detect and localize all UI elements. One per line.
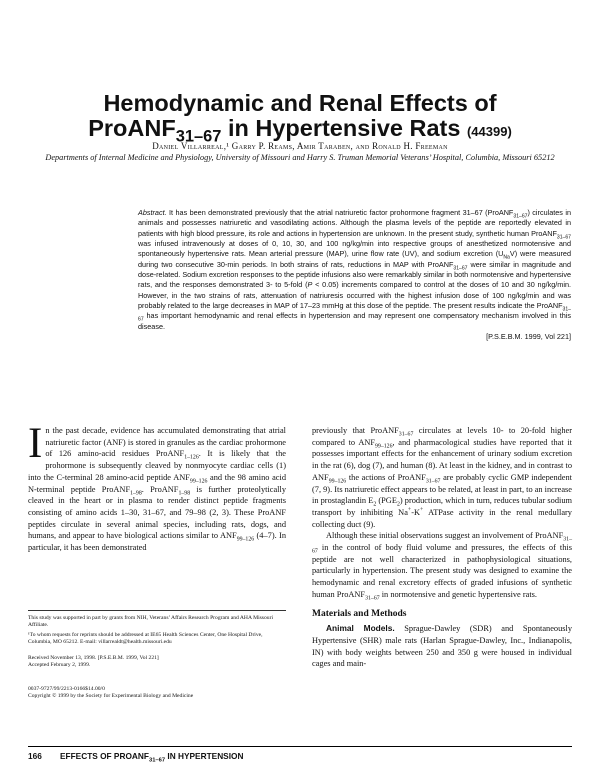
body-column-left xyxy=(28,420,287,554)
body-paragraph-3: Animal Models. Sprague-Dawley (SDR) and Spontaneously Hypertensive (SHR) male rats (Harlan Sprague-Dawley, Inc., Indianapolis, IN) with body weights between 250 and 350 g were housed in individual cages and main- xyxy=(312,623,572,669)
copyright: 0037-9727/99/2213-0166$14.00/0 Copyright © 1999 by the Society for Experimental Biology and Medicine xyxy=(28,686,194,700)
footnotes xyxy=(28,610,286,648)
running-title: EFFECTS OF $PROANF_{31-67}$ IN HYPERTENSION xyxy=(60,751,244,764)
received-dates: Received November 13, 1998. [P.S.E.B.M. 1999, Vol 221] Accepted February 2, 1999. xyxy=(28,655,159,669)
authors: Daniel Villarreal,¹ Garry P. Reams, Amir Taraben, and Ronald H. Freeman xyxy=(152,141,448,151)
abstract: Abstract. It has been demonstrated previously that the atrial natriuretic factor prohormone fragment 31–67 (ProANF$_{31-67}$) circulates in animals and possesses natriuretic and vasodilating actions. Although the plasma levels of the peptide are reportedly elevated in patients with high blood pressure, its role and actions in hypertension are unknown. In the present study, synthetic human ProANF$_{31-67}$ was infused intravenously at doses of 0, 10, 30, and 100 ng/kg/min into respective groups of anesthetized normotensive and spontaneously hypertensive rats. Mean arterial pressure (MAP), urine flow rate (UV), and sodium excretion $(U_{Na}V)$ were measured during two consecutive 30-min periods. In both strains of rats, reductions in MAP with ProANF$_{31-67}$ were similar in magnitude and dose-related. Sodium excretion responses to the peptide infusions also were remarkably similar in both normotensive and hypertensive rats, and the responses demonstrated 3- to 5-fold (P < 0.05) increments compared to control at the doses of 10 and 30 ng/kg/min. However, in the two strains of rats, attenuation of natriuresis occurred with the highest infusion dose of 100 ng/kg/min and was probably related to the large decreases in MAP of 17–23 mmHg at this dose of the peptide. The present results indicate the ProANF$_{31-67}$ has important hemodynamic and renal effects in hypertension and may represent one compensatory mechanism involved in this disease. [P.S.E.B.M. 1999, Vol 221] xyxy=(138,208,571,342)
body-paragraph-2: Although these initial observations suggest an involvement of ProANF$_{31-67}$ in the control of body fluid volume and pressures, the effects of this peptide are not well characterized in pathophysiological situations, particularly in hypertension. The present study was designed to examine the hemodynamic and renal excretory effects of graded infusions of synthetic human ProANF$_{31-67}$ in normotensive and genetic hypertensive rats. xyxy=(312,531,572,602)
abstract-citation: [P.S.E.B.M. 1999, Vol 221] xyxy=(486,332,571,342)
funding-footnote: This study was supported in part by grants from NIH, Veterans’ Affairs Research Program and AHA Missouri Affiliate. xyxy=(28,615,273,629)
body-paragraph-1: previously that ProANF$_{31-67}$ circulates at levels 10- to 20-fold higher compared to $ANF_{99-126}$, and pharmacological studies have reported that it possesses important effects for the enhancement of urinary sodium excretion in the rat (6), dog (7), and human (8). At least in the kidney, and in contrast to $ANF_{99-126}$ the actions of ProANF$_{31-67}$ are probably cyclic GMP independent (7, 9). Its natriuretic effect appears to be related, at least in part, to an increase in prostaglandin $E_2$ $(PGE_2)$ production, which in turn, reduces tubular sodium transport by inhibiting Na+-K+ ATPase activity in the renal medullary collecting duct (9). xyxy=(312,426,573,529)
reprint-footnote: ¹To whom requests for reprints should be addressed at IE65 Health Sciences Center, One Hospital Drive, Columbia, MO 65212. E-mail: villarrealdt@health.missouri.edu xyxy=(28,631,263,645)
title-line-1: Hemodynamic and Renal Effects of xyxy=(103,90,497,116)
intro-paragraph: In the past decade, evidence has accumulated demonstrating that atrial natriuretic factor (ANF) is stored in granules as the cardiac prohormone of 126 amino-acid residues ProANF$_{1-126}$. It is likely that the prohormone is subsequently cleaved by nonmyocyte cardiac cells (1) into the C-terminal 28 amino-acid peptide $ANF_{99-126}$ and the 98 amino acid N-terminal peptide ProANF$_{1-98}$. ProANF$_{1-98}$ is further proteolytically cleaved in the heart or in plasma to render distinct peptide fragments consisting of amino acids 1–30, 31–67, and 79–98 (2, 3). These ProANF peptides circulate in several animal species, including rats, dogs, and humans, and appear to have biological actions similar to $ANF_{99-126}$ (4–7). In particular, it has been demonstrated xyxy=(28,420,287,553)
body-column-right xyxy=(312,425,572,670)
article-code: (44399) xyxy=(466,124,512,139)
affiliation: Departments of Internal Medicine and Physiology, University of Missouri and Harry S. Truman Memorial Veterans’ Hospital, Columbia, Missouri 65212 xyxy=(45,153,555,162)
drop-cap: I xyxy=(28,420,43,467)
page-number: 166 xyxy=(28,751,42,761)
abstract-label: Abstract. xyxy=(138,208,167,217)
title-line-2: ProANF$_{31-67}$ in Hypertensive Rats (44399) xyxy=(88,115,512,146)
section-heading: Materials and Methods xyxy=(312,608,407,619)
run-in-heading: Animal Models. xyxy=(326,623,395,634)
page-footer xyxy=(28,746,572,764)
